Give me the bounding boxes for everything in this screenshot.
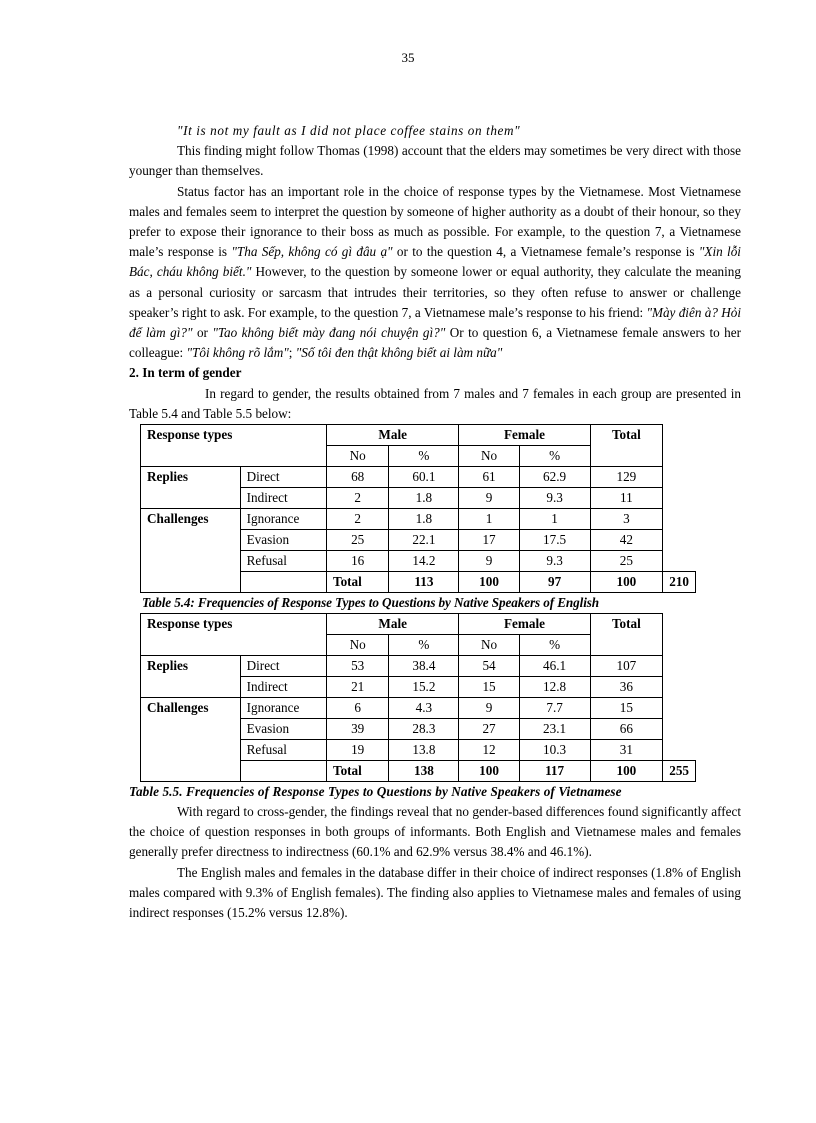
cell: 9 — [459, 551, 519, 572]
group-replies: Replies — [141, 656, 241, 698]
cell: 113 — [389, 572, 459, 593]
cell: 36 — [590, 677, 663, 698]
table-5-4 — [140, 424, 696, 593]
cell: 210 — [663, 572, 696, 593]
cell: 1 — [519, 509, 590, 530]
header-total: Total — [590, 614, 663, 656]
blank-cell — [240, 761, 326, 782]
cell: 100 — [590, 761, 663, 782]
header-no: No — [459, 635, 519, 656]
cell: 25 — [326, 530, 388, 551]
header-no: No — [459, 446, 519, 467]
cell: 15 — [459, 677, 519, 698]
paragraph-5: The English males and females in the database differ in their choice of indirect responses (1.8% of English males compared with 9.3% of English females). The finding also applies to Vietnamese males and females of using indirect responses (15.2% versus 12.8%). — [129, 864, 741, 921]
p2-text-c: However, to the question by someone lower or equal authority, they calculate the meaning as a personal curiosity or sarcasm that intrudes their territories, so they often refuse to answer or challenge speaker’s right to ask. For example, to the question 7, a Vietnamese male’s response to his friend: — [129, 264, 741, 320]
p2-quote-6: "Số tôi đen thật không biết ai làm nữa" — [295, 345, 503, 361]
header-response-types: Response types — [141, 614, 327, 656]
cell: 19 — [326, 740, 388, 761]
section-heading: 2. In term of gender — [129, 365, 242, 381]
cell: 6 — [326, 698, 388, 719]
cell: 53 — [326, 656, 388, 677]
cell: 14.2 — [389, 551, 459, 572]
total-label: Total — [326, 572, 388, 593]
cell: 17 — [459, 530, 519, 551]
cell: 60.1 — [389, 467, 459, 488]
p2-quote-5: "Tôi không rõ lắm" — [186, 345, 289, 361]
cell: 16 — [326, 551, 388, 572]
cell: 117 — [519, 761, 590, 782]
table-row — [141, 698, 696, 719]
p2-quote-4: "Tao không biết mày đang nói chuyện gì?" — [212, 325, 446, 341]
page-body — [129, 121, 741, 923]
header-total: Total — [590, 425, 663, 467]
cell: 13.8 — [389, 740, 459, 761]
table-5-5 — [140, 613, 696, 782]
header-response-types: Response types — [141, 425, 327, 467]
header-pct: % — [389, 446, 459, 467]
cell: 54 — [459, 656, 519, 677]
cell: 4.3 — [389, 698, 459, 719]
header-no: No — [326, 446, 388, 467]
type-ignorance: Ignorance — [240, 509, 326, 530]
type-evasion: Evasion — [240, 530, 326, 551]
header-pct: % — [519, 446, 590, 467]
cell: 138 — [389, 761, 459, 782]
cell: 9 — [459, 698, 519, 719]
quote-line: "It is not my fault as I did not place coffee stains on them" — [177, 123, 521, 138]
cell: 255 — [663, 761, 696, 782]
cell: 2 — [326, 509, 388, 530]
header-pct: % — [519, 635, 590, 656]
cell: 9.3 — [519, 551, 590, 572]
p2-text-b: or to the question 4, a Vietnamese female’s response is — [392, 244, 699, 260]
blank-cell — [240, 572, 326, 593]
header-female: Female — [459, 614, 590, 635]
table-5-4-caption: Table 5.4: Frequencies of Response Types to Questions by Native Speakers of English — [142, 595, 600, 611]
type-evasion: Evasion — [240, 719, 326, 740]
header-male: Male — [326, 614, 458, 635]
cell: 1.8 — [389, 488, 459, 509]
header-pct: % — [389, 635, 459, 656]
cell: 100 — [590, 572, 663, 593]
cell: 100 — [459, 761, 519, 782]
type-direct: Direct — [240, 656, 326, 677]
cell: 61 — [459, 467, 519, 488]
cell: 17.5 — [519, 530, 590, 551]
table-row — [141, 509, 696, 530]
type-indirect: Indirect — [240, 488, 326, 509]
cell: 38.4 — [389, 656, 459, 677]
type-refusal: Refusal — [240, 551, 326, 572]
p2-quote-3: "Mày điên à? Hỏi để làm gì?" — [129, 304, 741, 341]
cell: 62.9 — [519, 467, 590, 488]
header-male: Male — [326, 425, 458, 446]
cell: 31 — [590, 740, 663, 761]
table-5-5-caption: Table 5.5. Frequencies of Response Types to Questions by Native Speakers of Vietnamese — [129, 784, 622, 800]
cell: 15 — [590, 698, 663, 719]
header-no: No — [326, 635, 388, 656]
cell: 100 — [459, 572, 519, 593]
header-female: Female — [459, 425, 590, 446]
paragraph-1: This finding might follow Thomas (1998) account that the elders may sometimes be very direct with those younger than themselves. — [129, 143, 741, 179]
paragraph-4: With regard to cross-gender, the findings reveal that no gender-based differences found significantly affect the choice of question responses in both groups of informants. Both English and Vietnamese males and females generally prefer directness to indirectness (60.1% and 62.9% versus 38.4% and 46.1%). — [129, 804, 741, 860]
cell: 66 — [590, 719, 663, 740]
group-challenges: Challenges — [141, 509, 241, 593]
cell: 68 — [326, 467, 388, 488]
cell: 9.3 — [519, 488, 590, 509]
cell: 10.3 — [519, 740, 590, 761]
cell: 107 — [590, 656, 663, 677]
type-indirect: Indirect — [240, 677, 326, 698]
cell: 2 — [326, 488, 388, 509]
cell: 3 — [590, 509, 663, 530]
cell: 129 — [590, 467, 663, 488]
p2-text-d: or — [192, 325, 213, 341]
paragraph-3: In regard to gender, the results obtained from 7 males and 7 females in each group are presented in Table 5.4 and Table 5.5 below: — [129, 385, 741, 421]
cell: 46.1 — [519, 656, 590, 677]
p2-quote-1: "Tha Sếp, không có gì đâu ạ" — [231, 244, 393, 260]
table-row — [141, 467, 696, 488]
p2-text-f: ; — [288, 345, 296, 361]
p2-quote-2: "Xin lỗi Bác, cháu không biết." — [129, 244, 741, 280]
group-challenges: Challenges — [141, 698, 241, 782]
p2-text-e: Or to question 6, a Vietnamese female answers to her colleague: — [129, 325, 741, 361]
cell: 22.1 — [389, 530, 459, 551]
cell: 25 — [590, 551, 663, 572]
cell: 39 — [326, 719, 388, 740]
cell: 15.2 — [389, 677, 459, 698]
cell: 7.7 — [519, 698, 590, 719]
cell: 12.8 — [519, 677, 590, 698]
cell: 42 — [590, 530, 663, 551]
cell: 23.1 — [519, 719, 590, 740]
group-replies: Replies — [141, 467, 241, 509]
cell: 28.3 — [389, 719, 459, 740]
cell: 12 — [459, 740, 519, 761]
cell: 97 — [519, 572, 590, 593]
cell: 9 — [459, 488, 519, 509]
type-direct: Direct — [240, 467, 326, 488]
paragraph-2 — [129, 182, 741, 364]
cell: 1.8 — [389, 509, 459, 530]
type-refusal: Refusal — [240, 740, 326, 761]
cell: 1 — [459, 509, 519, 530]
p2-text-a: Status factor has an important role in the choice of response types by the Vietnamese. Most Vietnamese males and females seem to interpret the question by someone of higher authority as a doubt of their honour, so they prefer to expose their ignorance to their boss as much as possible. For example, to the question 7, a Vietnamese male’s response is — [129, 183, 741, 260]
table-row — [141, 656, 696, 677]
page-number: 35 — [401, 50, 415, 65]
cell: 27 — [459, 719, 519, 740]
total-label: Total — [326, 761, 388, 782]
cell: 11 — [590, 488, 663, 509]
type-ignorance: Ignorance — [240, 698, 326, 719]
cell: 21 — [326, 677, 388, 698]
